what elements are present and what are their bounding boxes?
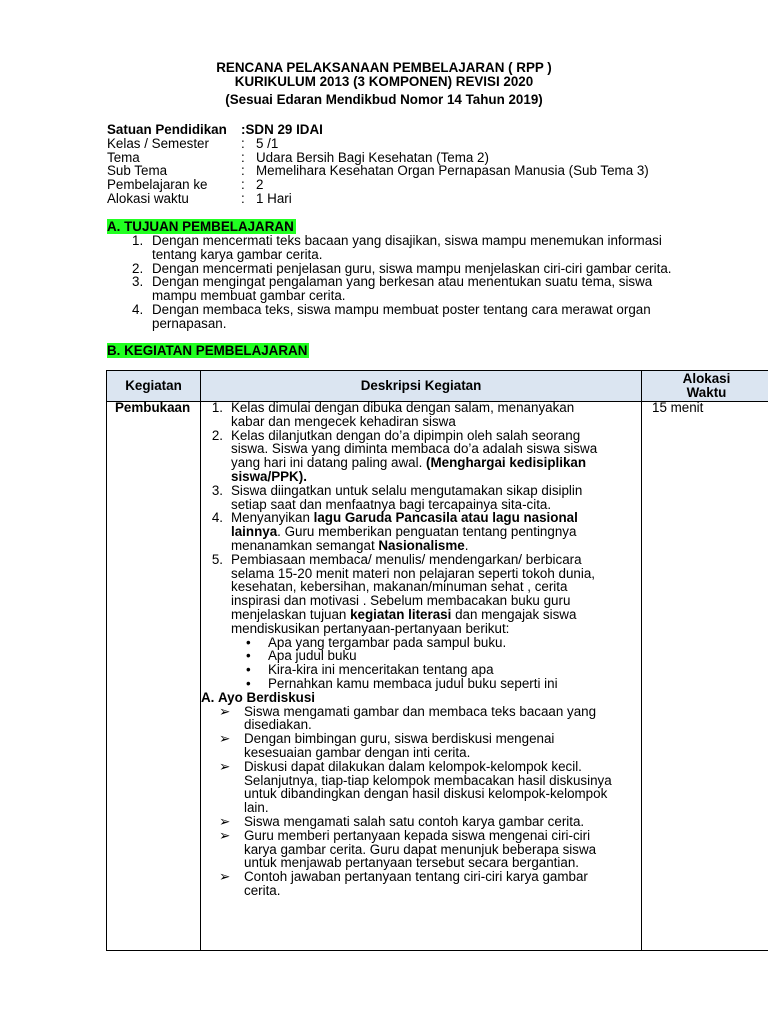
- objectives-list: [107, 234, 707, 331]
- list-number: 1.: [132, 233, 144, 248]
- step-number: 4.: [211, 510, 223, 526]
- arrow-bullet-icon: ➢: [219, 731, 231, 747]
- list-item: [107, 262, 707, 276]
- arrow-text: Selanjutnya, tiap-tiap kelompok membacakan hasil diskusinya: [244, 772, 612, 788]
- arrow-bullet-icon: ➢: [219, 703, 231, 719]
- doc-title-line3: (Sesuai Edaran Mendikbud Nomor 14 Tahun 2019): [225, 92, 543, 107]
- step-text: Kelas dilanjutkan dengan do’a dipimpin oleh salah seorang: [231, 427, 581, 443]
- arrow-item: [201, 815, 641, 829]
- step-number: 5.: [211, 551, 223, 567]
- arrow-item: [201, 705, 641, 733]
- step-text: kabar dan mengecek kehadiran siswa: [231, 413, 456, 429]
- subsection-letter: A.: [201, 689, 215, 705]
- identity-label: Tema: [107, 149, 140, 165]
- row-time: 15 menit: [652, 400, 704, 415]
- list-text: Dengan mengingat pengalaman yang berkesan atau menentukan suatu tema, siswa: [152, 274, 653, 290]
- identity-block: [107, 123, 649, 206]
- step-emphasis: (Menghargai kedisiplikan: [426, 455, 587, 471]
- identity-row: [107, 137, 649, 151]
- identity-value: 5 /1: [256, 135, 279, 151]
- list-text: Dengan membaca teks, siswa mampu membuat poster tentang cara merawat organ: [152, 301, 651, 317]
- step-emphasis: siswa/PPK).: [231, 468, 307, 484]
- identity-row: [107, 123, 649, 137]
- identity-row: [107, 178, 649, 192]
- arrow-text: disediakan.: [244, 717, 312, 733]
- step-text: dan mengajak siswa: [451, 606, 577, 622]
- step-number: 2.: [211, 427, 223, 443]
- identity-colon: :: [241, 177, 245, 193]
- step-emphasis: lagu Garuda Pancasila atau lagu nasional: [313, 510, 578, 526]
- step-emphasis: kegiatan literasi: [350, 606, 452, 622]
- step-item: [201, 484, 641, 512]
- identity-colon: :: [241, 149, 245, 165]
- step-emphasis: Nasionalisme: [378, 537, 465, 553]
- list-item: [107, 234, 707, 262]
- doc-title-line1: RENCANA PELAKSANAAN PEMBELAJARAN ( RPP ): [216, 60, 552, 75]
- step-text: Menyanyikan: [231, 510, 314, 526]
- identity-colon: :: [241, 135, 245, 151]
- step-text: kesehatan, kebersihan, makanan/minuman sehat , cerita: [231, 579, 568, 595]
- activity-table: [106, 370, 768, 951]
- step-item: [201, 553, 641, 636]
- row-label-pembukaan: Pembukaan: [115, 400, 191, 415]
- step-emphasis: lainnya: [231, 524, 278, 540]
- section-heading-tujuan: A. TUJUAN PEMBELAJARAN: [107, 219, 294, 234]
- list-number: 2.: [132, 260, 144, 276]
- list-text: Dengan mencermati penjelasan guru, siswa mampu menjelaskan ciri-ciri gambar cerita.: [152, 260, 672, 276]
- section-heading-kegiatan: B. KEGIATAN PEMBELAJARAN: [107, 343, 308, 358]
- arrow-item: [201, 732, 641, 760]
- bullet-icon: •: [246, 675, 251, 691]
- header-alokasi: [642, 372, 768, 400]
- identity-value: 1 Hari: [256, 190, 292, 206]
- arrow-text: karya gambar cerita. Guru dapat menunjuk beberapa siswa: [244, 841, 597, 857]
- activity-description: [201, 401, 641, 898]
- arrow-text: untuk menjawab pertanyaan tersebut secara bergantian.: [244, 855, 579, 871]
- identity-colon: :: [241, 163, 245, 179]
- step-text: selama 15-20 menit materi non pelajaran seperti tokoh dunia,: [231, 565, 595, 581]
- doc-title-line2: KURIKULUM 2013 (3 KOMPONEN) REVISI 2020: [234, 74, 534, 89]
- column-divider: [641, 371, 642, 950]
- arrow-bullet-icon: ➢: [219, 758, 231, 774]
- identity-row: [107, 151, 649, 165]
- step-number: 3.: [211, 482, 223, 498]
- step-text: inspirasi dan motivasi . Sebelum membacakan buku guru: [231, 593, 571, 609]
- identity-label: Sub Tema: [107, 163, 168, 179]
- identity-colon: :: [241, 122, 246, 137]
- step-item: [201, 429, 641, 484]
- list-text: mampu membuat gambar cerita.: [152, 288, 346, 304]
- arrow-item: [201, 870, 641, 898]
- arrow-item: [201, 760, 641, 815]
- arrow-bullet-icon: ➢: [219, 869, 231, 885]
- bullet-text: Pernahkan kamu membaca judul buku seperti ini: [268, 675, 558, 691]
- bullet-item: [201, 636, 641, 650]
- identity-value: 2: [256, 177, 264, 193]
- identity-label: Alokasi waktu: [107, 190, 189, 206]
- arrow-text: Contoh jawaban pertanyaan tentang ciri-ciri karya gambar: [244, 869, 588, 885]
- step-text: mendiskusikan pertanyaan-pertanyaan berikut:: [231, 620, 510, 636]
- arrow-item: [201, 829, 641, 870]
- step-text: siswa. Siswa yang diminta membaca do’a adalah siswa siswa: [231, 441, 598, 457]
- arrow-text: Diskusi dapat dilakukan dalam kelompok-kelompok kecil.: [244, 758, 582, 774]
- arrow-text: Dengan bimbingan guru, siswa berdiskusi mengenai: [244, 731, 555, 747]
- step-text: .: [464, 537, 469, 553]
- step-text: yang hari ini datang paling awal.: [231, 455, 427, 471]
- step-text: menanamkan semangat: [231, 537, 379, 553]
- arrow-bullet-icon: ➢: [219, 827, 231, 843]
- arrow-text: kesesuaian gambar dengan inti cerita.: [244, 744, 471, 760]
- arrow-text: untuk dibandingkan dengan hasil diskusi kelompok-kelompok: [244, 786, 608, 802]
- header-deskripsi: Deskripsi Kegiatan: [360, 378, 482, 393]
- arrow-bullet-icon: ➢: [219, 813, 231, 829]
- identity-row: [107, 164, 649, 178]
- list-text: pernapasan.: [152, 315, 227, 331]
- bullet-text: Kira-kira ini menceritakan tentang apa: [268, 662, 494, 678]
- step-text: menjelaskan tujuan: [231, 606, 351, 622]
- subsection-title: Ayo Berdiskusi: [218, 689, 315, 705]
- header-kegiatan: Kegiatan: [125, 378, 182, 393]
- step-text: . Guru memberikan penguatan tentang pentingnya: [277, 524, 577, 540]
- list-text: tentang karya gambar cerita.: [152, 246, 323, 262]
- bullet-item: [201, 677, 641, 691]
- bullet-icon: •: [246, 662, 251, 678]
- header-alokasi-line: Alokasi: [682, 371, 731, 386]
- subsection-heading: [201, 691, 641, 705]
- arrow-text: Siswa mengamati salah satu contoh karya gambar cerita.: [244, 813, 585, 829]
- bullet-icon: •: [246, 648, 251, 664]
- identity-value: Udara Bersih Bagi Kesehatan (Tema 2): [256, 149, 489, 165]
- identity-label: Pembelajaran ke: [107, 177, 208, 193]
- step-text: Pembiasaan membaca/ menulis/ mendengarkan/ berbicara: [231, 551, 582, 567]
- identity-value: SDN 29 IDAI: [245, 122, 323, 137]
- step-item: [201, 511, 641, 552]
- arrow-text: cerita.: [244, 882, 281, 898]
- identity-value: Memelihara Kesehatan Organ Pernapasan Manusia (Sub Tema 3): [256, 163, 649, 179]
- bullet-item: [201, 663, 641, 677]
- step-text: Kelas dimulai dengan dibuka dengan salam, menanyakan: [231, 400, 575, 415]
- arrow-text: Guru memberi pertanyaan kepada siswa mengenai ciri-ciri: [244, 827, 591, 843]
- arrow-text: lain.: [244, 800, 269, 816]
- bullet-item: [201, 649, 641, 663]
- step-text: Siswa diingatkan untuk selalu mengutamakan sikap disiplin: [231, 482, 583, 498]
- identity-colon: :: [241, 190, 245, 206]
- identity-label: Kelas / Semester: [107, 135, 209, 151]
- list-text: Dengan mencermati teks bacaan yang disajikan, siswa mampu menemukan informasi: [152, 233, 662, 248]
- list-number: 3.: [132, 274, 144, 290]
- list-number: 4.: [132, 301, 144, 317]
- list-item: [107, 275, 707, 303]
- list-item: [107, 303, 707, 331]
- bullet-text: Apa judul buku: [268, 648, 357, 664]
- bullet-icon: •: [246, 634, 251, 650]
- step-item: [201, 401, 641, 429]
- bullet-text: Apa yang tergambar pada sampul buku.: [268, 634, 507, 650]
- header-alokasi-line: Waktu: [686, 385, 727, 400]
- arrow-text: Siswa mengamati gambar dan membaca teks bacaan yang: [244, 703, 597, 719]
- step-text: setiap saat dan menfaatnya bagi tercapainya sita-cita.: [231, 496, 552, 512]
- identity-row: [107, 192, 649, 206]
- step-number: 1.: [211, 400, 223, 415]
- identity-label: Satuan Pendidikan: [107, 122, 227, 137]
